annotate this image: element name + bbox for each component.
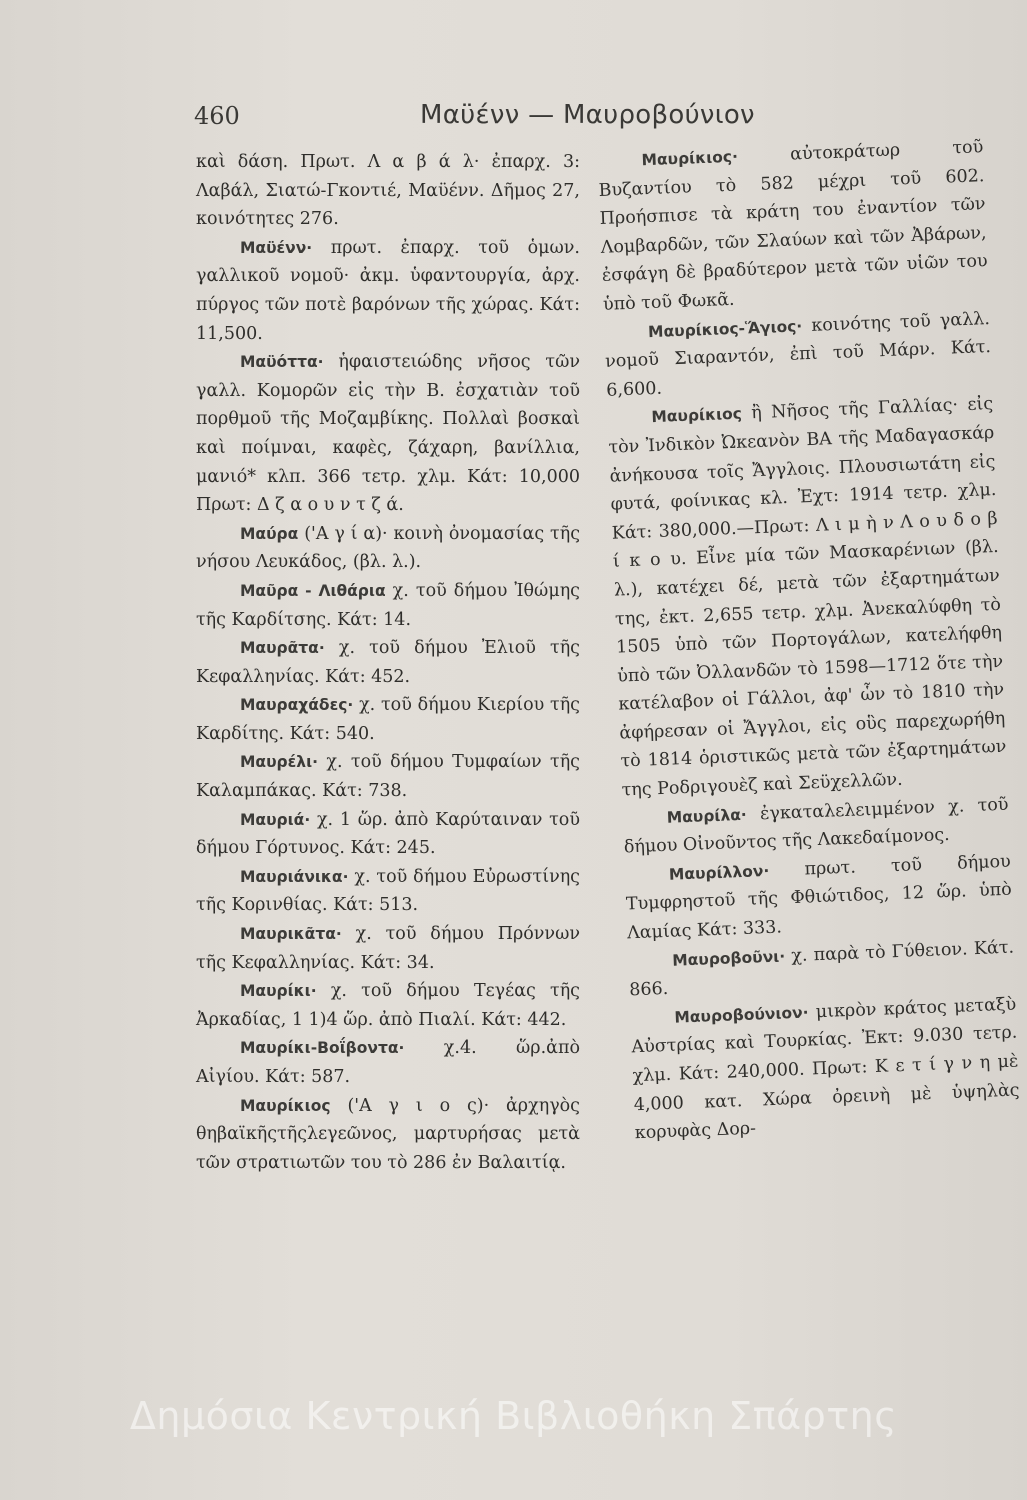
entry-headword: Μαυρίλλον· <box>668 861 770 884</box>
dictionary-entry <box>196 520 580 577</box>
left-column <box>196 148 580 1177</box>
entry-headword: Μαυρίκι· <box>240 982 317 1001</box>
entry-headword: Μαυρίλα· <box>666 805 748 827</box>
entry-text: χ. τοῦ δήμου Πρόννων τῆς Κεφαλληνίας. Κάτ: 34. <box>196 924 580 973</box>
page-header <box>0 96 1027 140</box>
dictionary-entry <box>196 148 580 234</box>
dictionary-entry <box>196 577 580 634</box>
entry-headword: Μαύρα <box>240 524 299 543</box>
dictionary-entry <box>196 234 580 348</box>
entry-headword: Μαυρικᾶτα· <box>240 925 342 944</box>
entry-text: πρωτ. τοῦ δήμου Τυμφρηστοῦ τῆς Φθιώτιδος, 12 ὥρ. ὑπὸ Λαμίας Κάτ: 333. <box>625 851 1013 944</box>
dictionary-entry <box>196 691 580 748</box>
entry-text: ἡφαιστειώδης νῆσος τῶν γαλλ. Κομορῶν εἰς τὴν Β. ἐσχατιὰν τοῦ πορθμοῦ τῆς Μοζαμβίκης. Πολλαὶ βοσκαὶ καὶ ποίμναι, καφὲς, ζάχαρη, βανίλλια, μανιό* κλπ. 366 τετρ. χλμ. Κάτ: 10,000 Πρωτ: Δ ζ α ο υ ν τ ζ ά. <box>196 352 580 516</box>
entry-text: χ. τοῦ δήμου Τυμφαίων τῆς Καλαμπάκας. Κάτ: 738. <box>196 752 580 802</box>
entry-headword: Μαυριά· <box>240 810 311 829</box>
entry-text: ('Α γ ί α)· κοινὴ ὀνομασίας τῆς νήσου Λευκάδος, (βλ. λ.). <box>196 523 580 573</box>
entry-headword: Μαυραχάδες· <box>240 696 354 715</box>
entry-text: ἢ Νῆσος τῆς Γαλλίας· εἰς τὸν Ἰνδικὸν Ὠκεανὸν ΒΑ τῆς Μαδαγασκάρ ἀνήκουσα τοῖς Ἄγγλοις. Πλουσιωτάτη εἰς φυτά, φοίνικας κλ. Ἐχτ: 1914 τετρ. χλμ. Κάτ: 380,000.—Πρωτ: Λ ι μ ὴ ν Λ ο υ δ ο β ί κ ο υ. Εἶνε μία τῶν Μασκαρένιων (βλ. λ.), κατέχει δέ, μετὰ τῶν ἐξαρτημάτων της, ἐκτ. 2,655 τετρ. χλμ. Ἀνεκαλύφθη τὸ 1505 ὑπὸ τῶν Πορτογάλων, κατελήφθη ὑπὸ τῶν Ὀλλανδῶν τὸ 1598—1712 ὅτε τὴν κατέλαβον οἱ Γάλλοι, ἀφ' ὧν τὸ 1810 τὴν ἀφήρεσαν οἱ Ἄγγλοι, εἰς οὓς παρεχωρήθη τὸ 1814 ὁριστικῶς μετὰ τῶν ἐξαρτημάτων της Ροδριγουὲζ καὶ Σεϋχελλῶν. <box>608 394 1007 801</box>
dictionary-entry <box>196 863 580 920</box>
dictionary-entry <box>597 133 989 319</box>
entry-text: κοινότης τοῦ γαλλ. νομοῦ Σιαραντόν, ἐπὶ τοῦ Μάρν. Κάτ. 6,600. <box>604 308 992 401</box>
dictionary-entry <box>604 305 993 406</box>
entry-headword: Μαυροβοῦνι· <box>671 947 786 970</box>
entry-headword: Μαυρίκιος-Ἅγιος· <box>647 316 803 341</box>
entry-text: ('Α γ ι ο ς)· ἀρχηγὸς θηβαϊκῆςτῆςλεγεῶνος, μαρτυρήσας μετὰ τῶν στρατιωτῶν του τὸ 286 ἐν Βαλαιτίᾳ. <box>196 1095 580 1173</box>
running-title: Μαϋένν — Μαυροβούνιον <box>420 100 755 130</box>
entry-text: αὐτοκράτωρ τοῦ Βυζαντίου τὸ 582 μέχρι τοῦ 602. Προήσπισε τὰ κράτη του ἐναντίον τῶν Λομβαρδῶν, τῶν Σλαύων καὶ τῶν Ἀβάρων, ἐσφάγη δὲ βραδύτερον μετὰ τῶν υἱῶν του ὑπὸ τοῦ Φωκᾶ. <box>598 137 989 315</box>
entry-headword: Μαυρίκιος <box>651 404 743 427</box>
dictionary-entry <box>624 847 1013 948</box>
entry-text: χ.4. ὥρ.ἀπὸ Αἰγίου. Κάτ: 587. <box>196 1038 580 1087</box>
entry-text: χ. τοῦ δήμου Ἰθώμης τῆς Καρδίτσης. Κάτ: 14. <box>196 580 580 630</box>
entry-text: πρωτ. ἐπαρχ. τοῦ ὁμων. γαλλικοῦ νομοῦ· ἀκμ. ὑφαντουργία, ἀρχ. πύργος τῶν ποτὲ βαρόνων τῆς χώρας. Κάτ: 11,500. <box>196 237 580 344</box>
dictionary-entry <box>196 977 580 1034</box>
entry-headword: Μαυρίκιος· <box>641 147 739 170</box>
dictionary-entry <box>630 990 1021 1148</box>
dictionary-entry <box>196 920 580 977</box>
entry-text: χ. τοῦ δήμου Ἐλιοῦ τῆς Κεφαλληνίας. Κάτ: 452. <box>196 638 580 687</box>
dictionary-entry <box>196 806 580 863</box>
entry-headword: Μαυρίκιος <box>240 1096 331 1115</box>
entry-headword: Μαυρέλι· <box>240 753 318 772</box>
dictionary-entry <box>196 634 580 691</box>
entry-text: καὶ δάση. Πρωτ. Λ α β ά λ· ἐπαρχ. 3: Λαβάλ, Σιατώ-Γκοντιέ, Μαϋένν. Δῆμος 27, κοινότητες 276. <box>196 152 580 230</box>
entry-headword: Μαϋένν· <box>240 238 313 257</box>
entry-text: χ. τοῦ δήμου Τεγέας τῆς Ἀρκαδίας, 1 1)4 ὥρ. ἀπὸ Πιαλί. Κάτ: 442. <box>196 981 580 1030</box>
library-watermark: Δημόσια Κεντρική Βιβλιοθήκη Σπάρτης <box>129 1394 898 1438</box>
entry-headword: Μαυρᾶτα· <box>240 639 325 658</box>
dictionary-entry <box>196 1034 580 1091</box>
entry-text: χ. τοῦ δήμου Κιερίου τῆς Καρδίτης. Κάτ: 540. <box>196 695 580 744</box>
entry-text: ἐγκαταλελειμμένον χ. τοῦ δήμου Οἰνοῦντος τῆς Λακεδαίμονος. <box>623 794 1009 858</box>
dictionary-entry <box>196 348 580 520</box>
entry-headword: Μαυριάνικα· <box>240 867 349 886</box>
entry-headword: Μαῦρα - Λιθάρια <box>240 581 386 600</box>
dictionary-entry <box>196 748 580 805</box>
entry-headword: Μαυροβούνιον· <box>674 1003 809 1027</box>
entry-headword: Μαυρίκι-Βοΐβοντα· <box>240 1039 405 1058</box>
entry-text: χ. 1 ὥρ. ἀπὸ Καρύταιναν τοῦ δήμου Γόρτυνος. Κάτ: 245. <box>196 809 580 859</box>
dictionary-entry <box>607 390 1008 805</box>
entry-headword: Μαϋόττα· <box>240 353 324 372</box>
entry-text: χ. τοῦ δήμου Εὐρωστίνης τῆς Κορινθίας. Κάτ: 513. <box>196 866 580 916</box>
entry-text: χ. παρὰ τὸ Γύθειον. Κάτ. 866. <box>628 937 1015 1001</box>
dictionary-entry <box>196 1092 580 1178</box>
entry-text: μικρὸν κράτος μεταξὺ Αὐστρίας καὶ Τουρκίας. Ἐκτ: 9.030 τετρ. χλμ. Κάτ: 240,000. Πρωτ: Κ ε τ ί γ ν η μὲ 4,000 κατ. Χώρα ὀρεινὴ μὲ ὑψηλὰς κορυφὰς Δορ- <box>631 994 1020 1144</box>
right-column <box>597 133 1021 1148</box>
page-number: 460 <box>194 102 240 130</box>
